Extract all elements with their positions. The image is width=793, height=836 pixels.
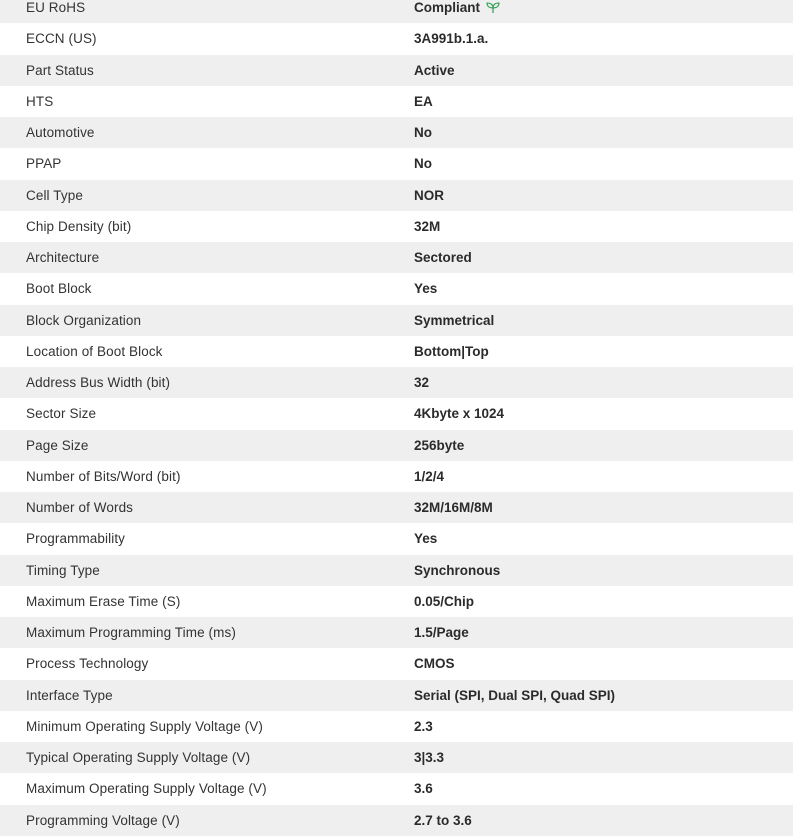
spec-value: Serial (SPI, Dual SPI, Quad SPI) (414, 687, 616, 703)
spec-label: PPAP (26, 156, 62, 172)
spec-row (0, 305, 793, 336)
spec-value: 0.05/Chip (414, 593, 475, 609)
spec-value: Compliant (414, 0, 480, 16)
spec-value: 3A991b.1.a. (414, 31, 489, 47)
spec-value: Active (414, 62, 455, 78)
spec-row (0, 742, 793, 773)
spec-value: 1.5/Page (414, 625, 469, 641)
spec-label: EU RoHS (26, 0, 86, 16)
spec-label: Timing Type (26, 562, 100, 578)
spec-row (0, 148, 793, 179)
spec-label: Architecture (26, 250, 100, 266)
spec-row (0, 211, 793, 242)
spec-value: 2.7 to 3.6 (414, 812, 472, 828)
spec-label: Maximum Erase Time (S) (26, 593, 181, 609)
spec-row (0, 805, 793, 836)
spec-row (0, 773, 793, 804)
spec-row (0, 711, 793, 742)
spec-label: Number of Bits/Word (bit) (26, 468, 181, 484)
spec-value: No (414, 156, 432, 172)
spec-label: Location of Boot Block (26, 343, 163, 359)
spec-row (0, 180, 793, 211)
spec-label: Block Organization (26, 312, 142, 328)
spec-row (0, 492, 793, 523)
spec-row (0, 430, 793, 461)
spec-label: Programming Voltage (V) (26, 812, 180, 828)
spec-row (0, 23, 793, 54)
spec-label: Cell Type (26, 187, 83, 203)
spec-label: Number of Words (26, 500, 134, 516)
spec-value: 256byte (414, 437, 465, 453)
spec-row (0, 86, 793, 117)
spec-row (0, 367, 793, 398)
spec-value: 32M (414, 218, 441, 234)
spec-value: CMOS (414, 656, 455, 672)
spec-value: 1/2/4 (414, 468, 445, 484)
spec-label: Sector Size (26, 406, 97, 422)
spec-value: EA (414, 93, 433, 109)
spec-value: Sectored (414, 250, 472, 266)
rohs-leaf-icon (486, 2, 500, 14)
spec-value: 3.6 (414, 781, 433, 797)
spec-row (0, 461, 793, 492)
spec-value: 32M/16M/8M (414, 500, 493, 516)
spec-row (0, 117, 793, 148)
spec-row (0, 555, 793, 586)
spec-row (0, 336, 793, 367)
spec-value: 4Kbyte x 1024 (414, 406, 505, 422)
spec-row (0, 586, 793, 617)
spec-value: Synchronous (414, 562, 501, 578)
spec-value: 3|3.3 (414, 750, 445, 766)
spec-label: Maximum Programming Time (ms) (26, 625, 236, 641)
spec-label: Minimum Operating Supply Voltage (V) (26, 718, 263, 734)
spec-row (0, 242, 793, 273)
spec-value: 32 (414, 375, 430, 391)
spec-value: Bottom|Top (414, 343, 489, 359)
spec-value: Yes (414, 281, 438, 297)
spec-label: HTS (26, 93, 54, 109)
spec-value: Symmetrical (414, 312, 495, 328)
spec-value: Yes (414, 531, 438, 547)
spec-label: Interface Type (26, 687, 113, 703)
spec-row (0, 55, 793, 86)
spec-label: Automotive (26, 125, 95, 141)
spec-row (0, 398, 793, 429)
spec-row (0, 273, 793, 304)
spec-value: No (414, 125, 432, 141)
spec-label: Chip Density (bit) (26, 218, 132, 234)
spec-row-eu-rohs (0, 0, 793, 23)
spec-value: 2.3 (414, 718, 433, 734)
spec-row (0, 617, 793, 648)
spec-value-cell (388, 0, 793, 15)
spec-label: Programmability (26, 531, 126, 547)
spec-label: Page Size (26, 437, 89, 453)
spec-label: Address Bus Width (bit) (26, 375, 171, 391)
spec-row (0, 648, 793, 679)
spec-row (0, 680, 793, 711)
spec-value: NOR (414, 187, 444, 203)
spec-label: Typical Operating Supply Voltage (V) (26, 750, 251, 766)
spec-label: Part Status (26, 62, 94, 78)
spec-label: Boot Block (26, 281, 92, 297)
spec-label: ECCN (US) (26, 31, 97, 47)
spec-row (0, 523, 793, 554)
spec-label: Process Technology (26, 656, 149, 672)
spec-label: Maximum Operating Supply Voltage (V) (26, 781, 267, 797)
